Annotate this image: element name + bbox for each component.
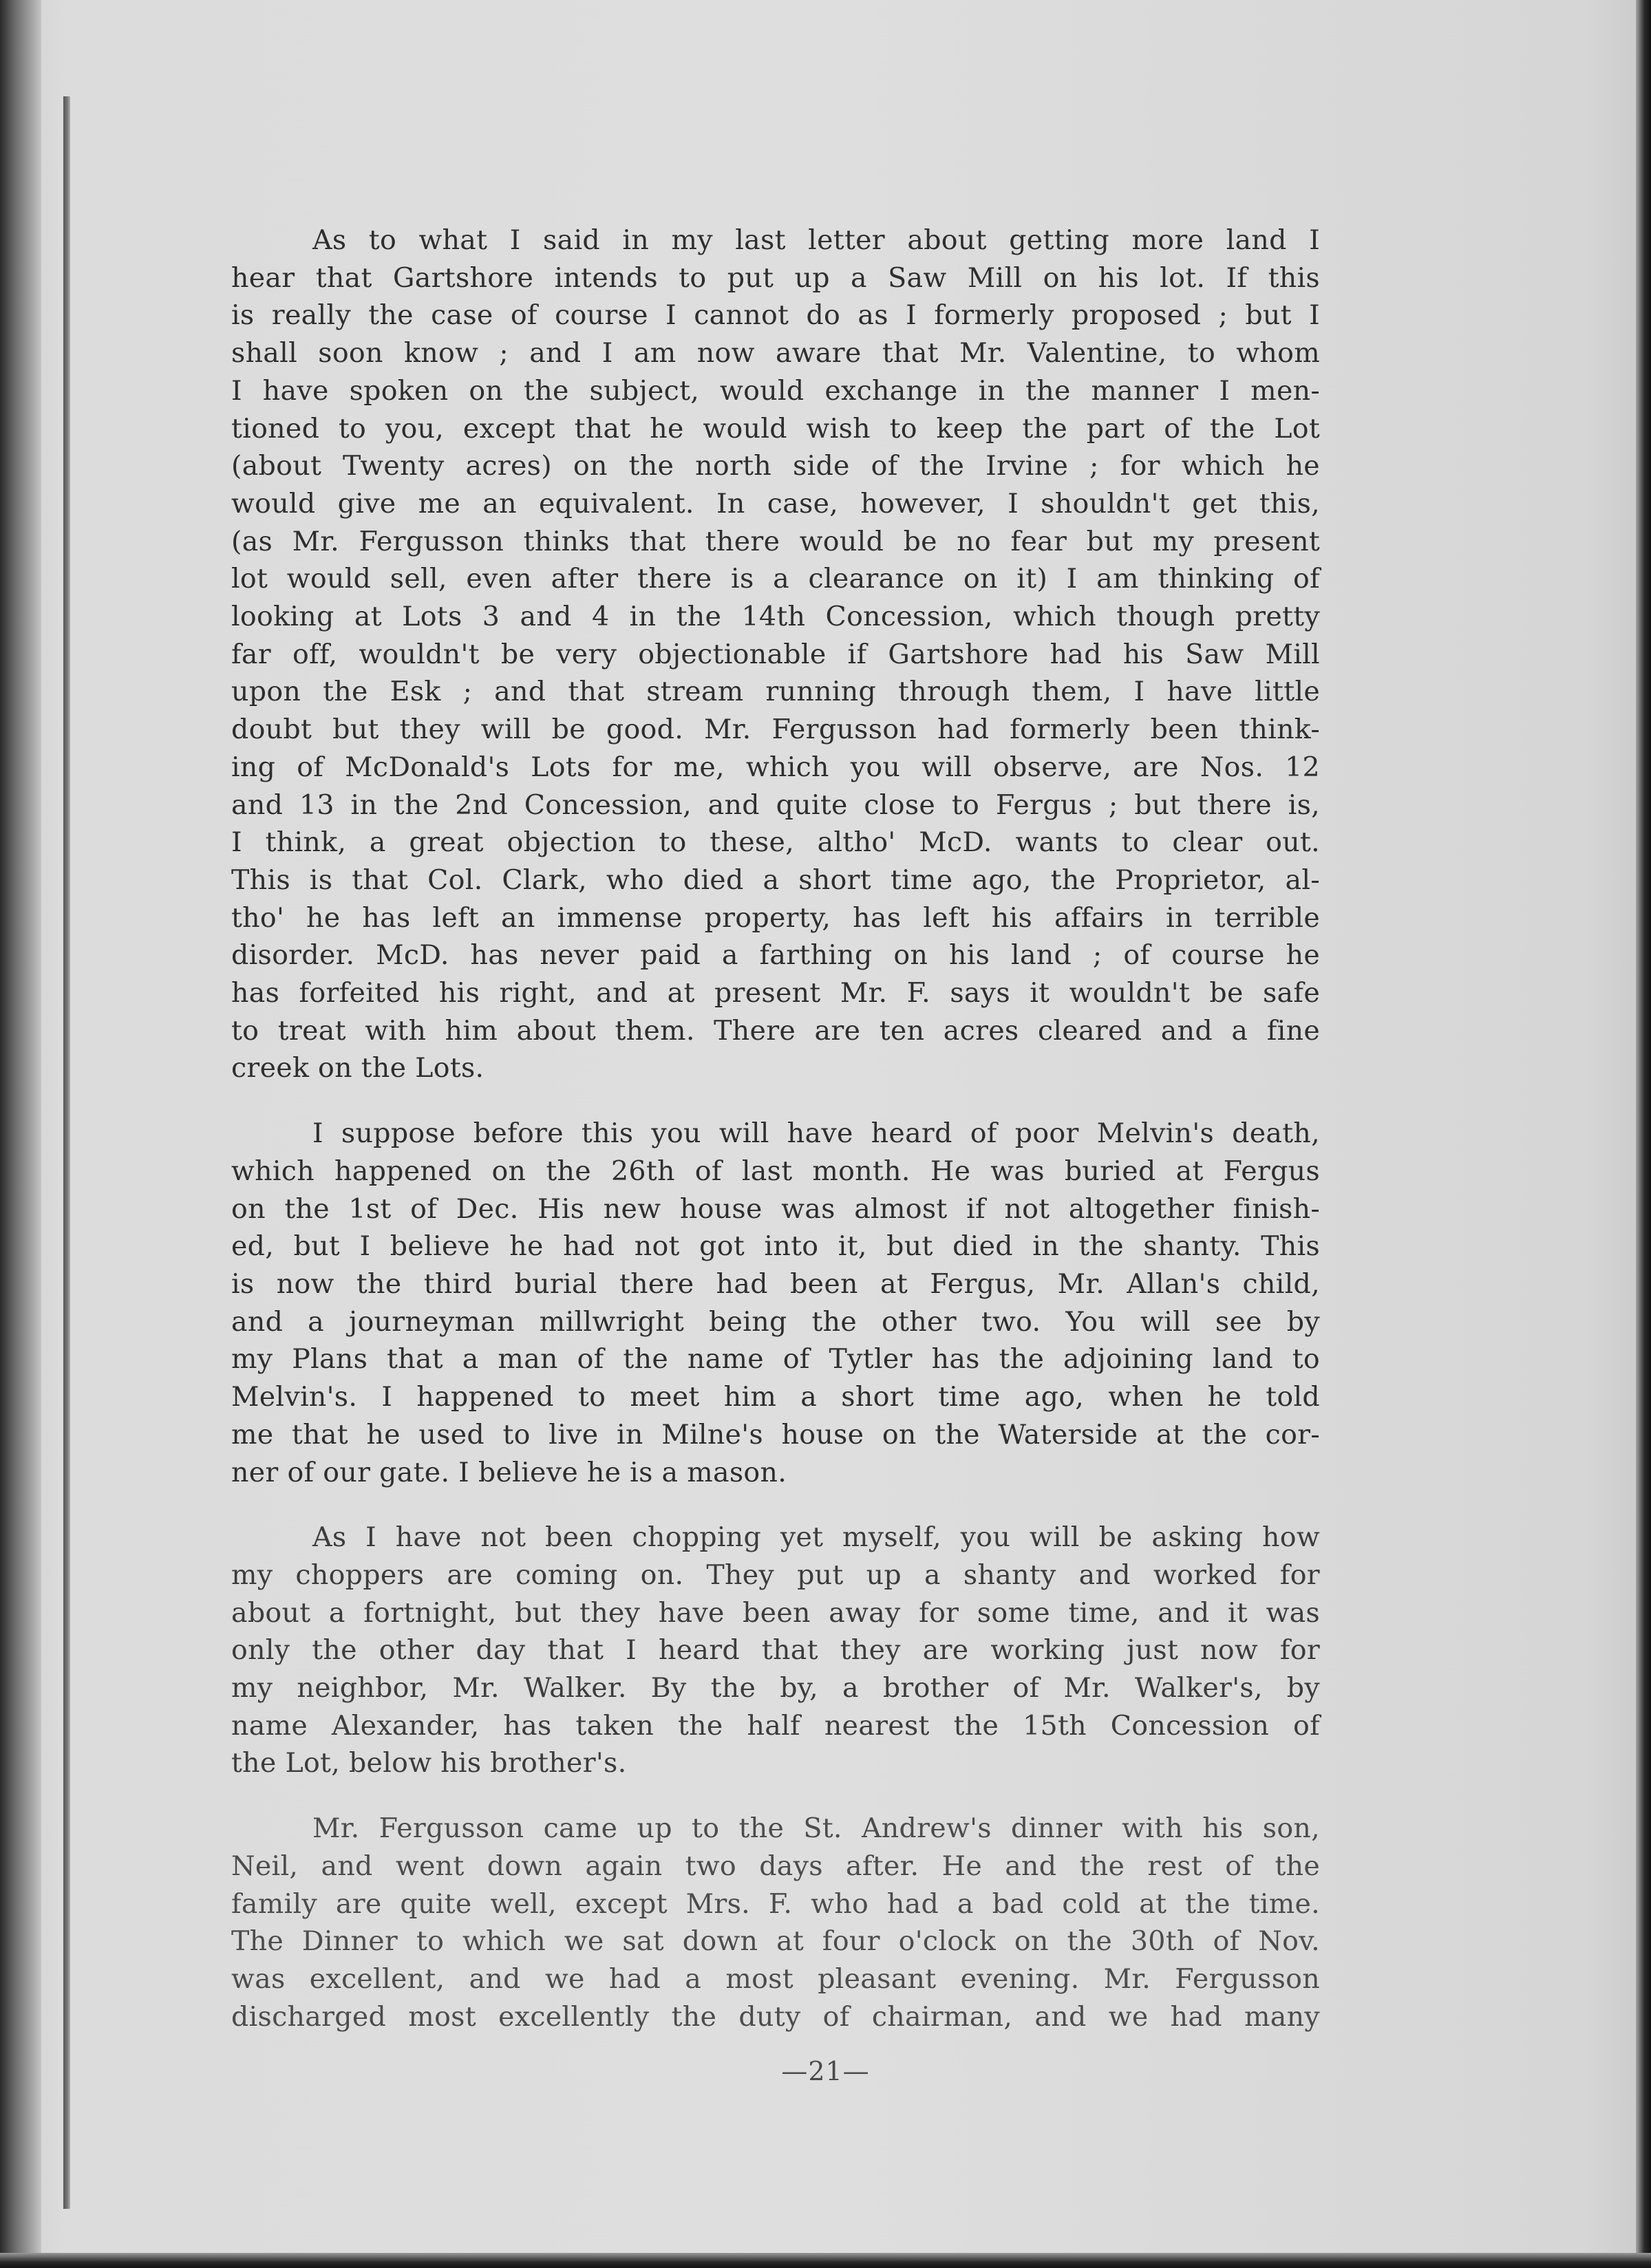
page-number: —21— — [781, 2056, 870, 2086]
text-line: my neighbor, Mr. Walker. By the by, a brother of Mr. Walker's, by — [231, 1672, 1320, 1704]
text-line: and 13 in the 2nd Concession, and quite close to Fergus ; but there is, — [231, 789, 1320, 821]
text-line: is really the case of course I cannot do as I formerly proposed ; but I — [231, 299, 1320, 332]
text-line: I suppose before this you will have heard of poor Melvin's death, — [312, 1117, 1320, 1150]
text-line: I have spoken on the subject, would exchange in the manner I men- — [231, 374, 1320, 407]
text-line: This is that Col. Clark, who died a short time ago, the Proprietor, al- — [231, 864, 1320, 896]
text-line: would give me an equivalent. In case, however, I shouldn't get this, — [231, 487, 1320, 520]
text-line: only the other day that I heard that they are working just now for — [231, 1634, 1320, 1667]
text-line: (as Mr. Fergusson thinks that there would be no fear but my present — [231, 525, 1320, 557]
bottom-page-edge — [0, 2253, 1651, 2268]
text-line: discharged most excellently the duty of chairman, and we had many — [231, 2000, 1320, 2033]
text-line: upon the Esk ; and that stream running through them, I have little — [231, 676, 1320, 708]
text-line: lot would sell, even after there is a clearance on it) I am thinking of — [231, 563, 1320, 595]
text-line: creek on the Lots. — [231, 1052, 484, 1084]
paragraph — [231, 1519, 1320, 1782]
text-line: The Dinner to which we sat down at four o'clock on the 30th of Nov. — [231, 1925, 1320, 1958]
text-line: tho' he has left an immense property, has left his affairs in terrible — [231, 901, 1320, 934]
text-line: Neil, and went down again two days after. He and the rest of the — [231, 1850, 1320, 1882]
text-line: about a fortnight, but they have been away for some time, and it was — [231, 1596, 1320, 1629]
text-line: Melvin's. I happened to meet him a short time ago, when he told — [231, 1381, 1320, 1413]
text-line: was excellent, and we had a most pleasant evening. Mr. Fergusson — [231, 1962, 1320, 1995]
text-line: to treat with him about them. There are ten acres cleared and a fine — [231, 1014, 1320, 1047]
right-page-edge — [1636, 0, 1651, 2268]
text-line: hear that Gartshore intends to put up a Saw Mill on his lot. If this — [231, 261, 1320, 294]
text-line: me that he used to live in Milne's house on the Waterside at the cor- — [231, 1418, 1320, 1451]
text-line: disorder. McD. has never paid a farthing on his land ; of course he — [231, 939, 1320, 972]
text-line: has forfeited his right, and at present Mr. F. says it wouldn't be safe — [231, 977, 1320, 1009]
text-line: the Lot, below his brother's. — [231, 1747, 627, 1779]
paragraph — [231, 1115, 1320, 1491]
text-line: tioned to you, except that he would wish to keep the part of the Lot — [231, 412, 1320, 445]
text-line: (about Twenty acres) on the north side of the Irvine ; for which he — [231, 450, 1320, 482]
text-line: As I have not been chopping yet myself, you will be asking how — [312, 1521, 1320, 1554]
text-line: looking at Lots 3 and 4 in the 14th Concession, which though pretty — [231, 601, 1320, 633]
text-line: Mr. Fergusson came up to the St. Andrew's dinner with his son, — [312, 1812, 1320, 1845]
text-line: ing of McDonald's Lots for me, which you will observe, are Nos. 12 — [231, 751, 1320, 783]
text-line: is now the third burial there had been at Fergus, Mr. Allan's child, — [231, 1267, 1320, 1300]
text-line: on the 1st of Dec. His new house was almost if not altogether finish- — [231, 1192, 1320, 1225]
binding-fold-line — [63, 96, 70, 2209]
text-line: ner of our gate. I believe he is a mason. — [231, 1456, 787, 1488]
text-line: my choppers are coming on. They put up a shanty and worked for — [231, 1559, 1320, 1591]
text-line: doubt but they will be good. Mr. Fergusson had formerly been think- — [231, 714, 1320, 746]
text-line: As to what I said in my last letter about getting more land I — [312, 224, 1320, 256]
book-binding-shadow — [0, 0, 41, 2268]
text-line: my Plans that a man of the name of Tytler has the adjoining land to — [231, 1343, 1320, 1376]
text-line: which happened on the 26th of last month. He was buried at Fergus — [231, 1155, 1320, 1187]
text-line: and a journeyman millwright being the other two. You will see by — [231, 1305, 1320, 1338]
paragraph — [231, 1810, 1320, 2035]
paragraph — [231, 222, 1320, 1087]
text-line: shall soon know ; and I am now aware that Mr. Valentine, to whom — [231, 337, 1320, 370]
text-line: I think, a great objection to these, altho' McD. wants to clear out. — [231, 826, 1320, 859]
text-line: ed, but I believe he had not got into it, but died in the shanty. This — [231, 1230, 1320, 1263]
text-line: far off, wouldn't be very objectionable if Gartshore had his Saw Mill — [231, 638, 1320, 670]
text-line: name Alexander, has taken the half nearest the 15th Concession of — [231, 1709, 1320, 1742]
text-line: family are quite well, except Mrs. F. who had a bad cold at the time. — [231, 1887, 1320, 1920]
letter-body — [231, 222, 1320, 2035]
